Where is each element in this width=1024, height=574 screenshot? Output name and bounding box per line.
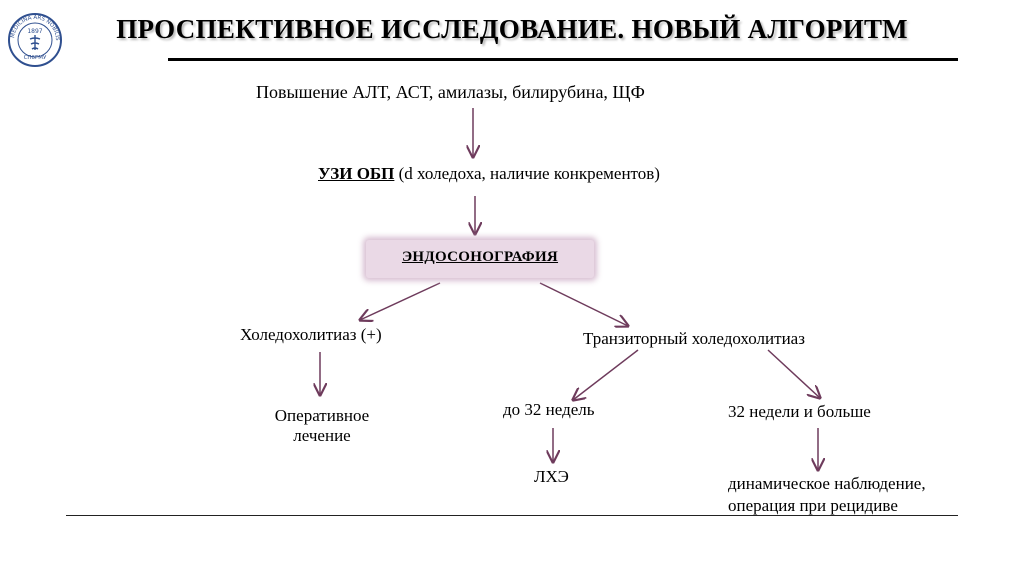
node-32-weeks-plus: 32 недели и больше: [728, 402, 871, 421]
node-transient-choledocholithiasis: Транзиторный холедохолитиаз: [583, 329, 805, 348]
surgical-line2: лечение: [293, 426, 351, 445]
node-ultrasound: [318, 164, 660, 184]
ultrasound-title: УЗИ ОБП: [318, 164, 395, 183]
node-under-32-weeks: до 32 недель: [503, 400, 595, 419]
ultrasound-detail: (d холедоха, наличие конкрементов): [398, 164, 660, 183]
node-endosonography: ЭНДОСОНОГРАФИЯ: [401, 249, 559, 265]
node-surgical-treatment: [262, 406, 382, 446]
logo-year: 1897: [27, 28, 43, 35]
node-lhe: ЛХЭ: [534, 467, 569, 486]
page-title: ПРОСПЕКТИВНОЕ ИССЛЕДОВАНИЕ. НОВЫЙ АЛГОРИТМ: [116, 14, 908, 44]
observation-line1: динамическое наблюдение,: [728, 474, 926, 493]
logo-motto: MEDICINA ARS NOBILIS: [10, 14, 61, 41]
bottom-divider: [66, 515, 958, 516]
logo-abbr: СПбГМУ: [23, 55, 47, 61]
arrow-trans-to-over32: [768, 350, 820, 398]
surgical-line1: Оперативное: [274, 406, 370, 425]
node-observation: [728, 473, 926, 517]
node-choledocholithiasis-positive: Холедохолитиаз (+): [240, 325, 382, 344]
node-lab-elevation: Повышение АЛТ, АСТ, амилазы, билирубина, ЩФ: [256, 82, 645, 102]
arrow-endo-to-right: [540, 283, 628, 326]
arrow-trans-to-under32: [573, 350, 638, 400]
observation-line2: операция при рецидиве: [728, 496, 898, 515]
arrow-endo-to-left: [360, 283, 440, 320]
